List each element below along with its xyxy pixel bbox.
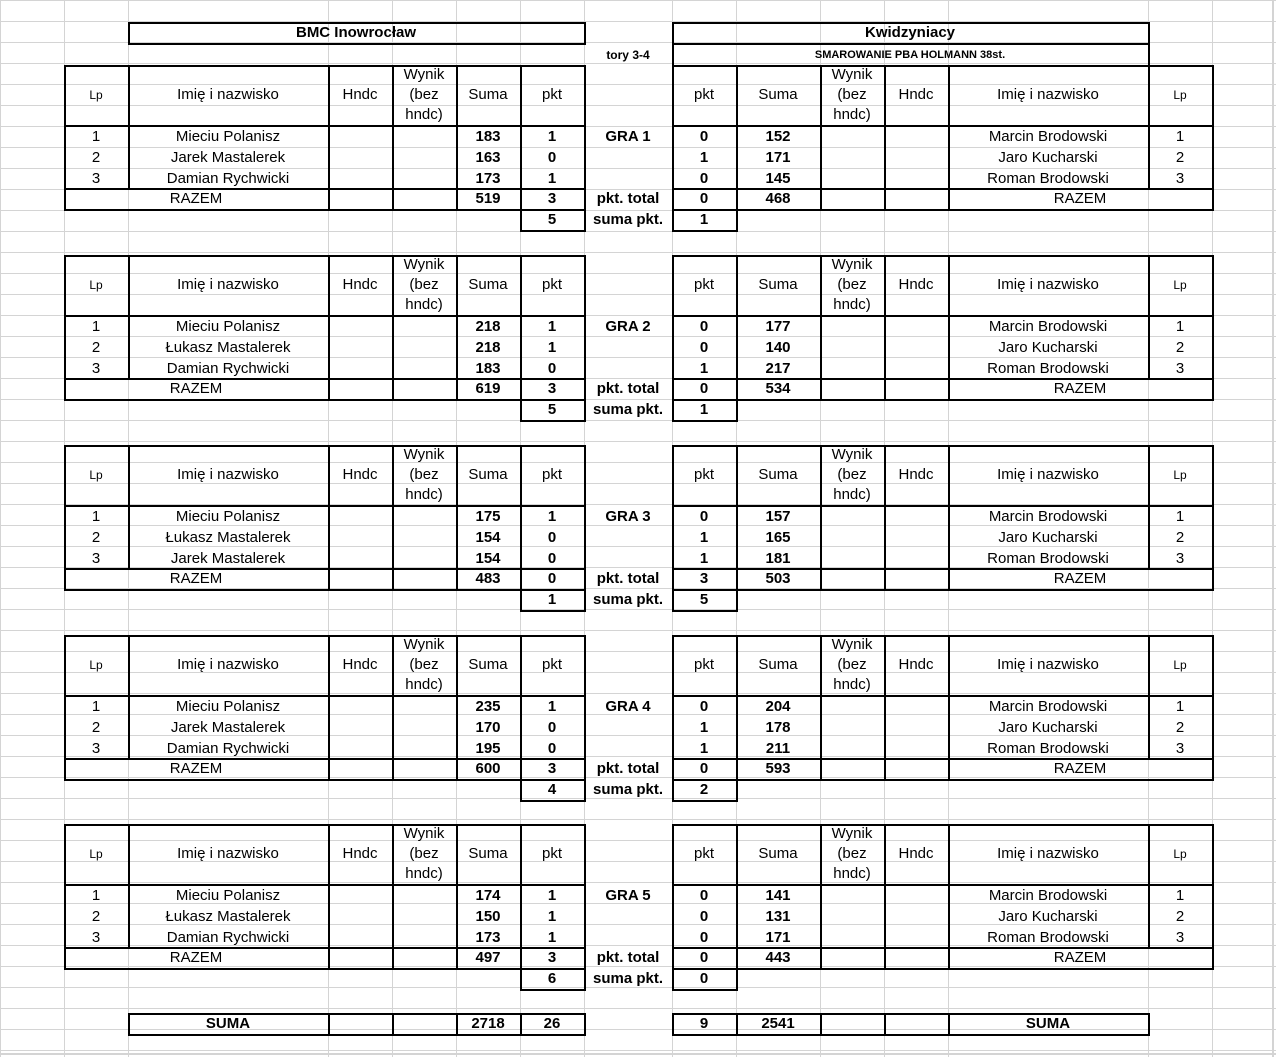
left-grand-total-points: 26 — [543, 1015, 561, 1032]
pkt-header: pkt — [541, 656, 562, 673]
lp-header: Lp — [89, 278, 103, 292]
team-total-score: 483 — [475, 570, 501, 587]
player-score: 204 — [765, 697, 791, 715]
gridline — [0, 441, 1276, 442]
suma-pkt-label: suma pkt. — [592, 781, 664, 798]
game-label: GRA 4 — [605, 697, 651, 715]
player-points: 1 — [547, 507, 557, 525]
player-points: 0 — [699, 697, 709, 715]
wynik-header: Wynik (bez hndc) — [831, 636, 873, 693]
player-score: 131 — [765, 907, 791, 925]
player-lp: 1 — [91, 317, 101, 335]
column-border — [820, 1013, 822, 1036]
column-border — [328, 378, 330, 401]
hndc-header: Hndc — [898, 86, 934, 103]
gridline — [0, 252, 1276, 253]
suma-header: Suma — [468, 86, 508, 103]
wynik-header: Wynik (bez hndc) — [403, 66, 445, 123]
player-lp: 1 — [91, 886, 101, 904]
player-name: Marcin Brodowski — [988, 507, 1108, 525]
player-points: 1 — [547, 127, 557, 145]
player-name: Jarek Mastalerek — [170, 549, 286, 567]
lp-header: Lp — [89, 88, 103, 102]
player-points: 1 — [699, 148, 709, 166]
suma-pkt-label: suma pkt. — [592, 970, 664, 987]
column-border — [884, 378, 886, 401]
player-score: 157 — [765, 507, 791, 525]
razem-label: RAZEM — [1053, 380, 1107, 397]
column-border — [884, 758, 886, 781]
gridline — [0, 420, 1276, 421]
player-score: 165 — [765, 528, 791, 546]
pkt-header: pkt — [541, 466, 562, 483]
hndc-header: Hndc — [898, 276, 934, 293]
team-total-points: 3 — [547, 380, 557, 397]
player-points: 1 — [699, 549, 709, 567]
column-border — [820, 568, 822, 591]
player-lp: 2 — [1175, 718, 1185, 736]
wynik-header: Wynik (bez hndc) — [831, 66, 873, 123]
team-total-score: 468 — [765, 190, 791, 207]
suma-header: Suma — [758, 656, 798, 673]
hndc-header: Hndc — [342, 86, 378, 103]
player-points: 1 — [547, 169, 557, 187]
player-score: 163 — [475, 148, 501, 166]
team-total-points: 3 — [547, 190, 557, 207]
gridline — [0, 1008, 1276, 1009]
player-lp: 3 — [1175, 169, 1185, 187]
gridline — [0, 0, 1276, 1]
player-points: 1 — [699, 528, 709, 546]
hndc-header: Hndc — [898, 656, 934, 673]
player-points: 0 — [547, 549, 557, 567]
player-points: 1 — [699, 739, 709, 757]
column-border — [820, 188, 822, 211]
player-score: 183 — [475, 359, 501, 377]
player-score: 141 — [765, 886, 791, 904]
player-score: 173 — [475, 928, 501, 946]
hndc-header: Hndc — [342, 276, 378, 293]
player-points: 1 — [547, 928, 557, 946]
pkt-header: pkt — [693, 656, 714, 673]
player-score: 235 — [475, 697, 501, 715]
player-score: 183 — [475, 127, 501, 145]
team-total-score: 503 — [765, 570, 791, 587]
player-score: 178 — [765, 718, 791, 736]
player-points: 0 — [547, 739, 557, 757]
player-name: Mieciu Polanisz — [175, 507, 281, 525]
player-points: 0 — [699, 907, 709, 925]
player-points: 0 — [547, 528, 557, 546]
player-lp: 2 — [91, 528, 101, 546]
team-total-points: 3 — [547, 949, 557, 966]
player-name: Jaro Kucharski — [998, 528, 1098, 546]
gridline — [0, 231, 1276, 232]
player-score: 140 — [765, 338, 791, 356]
name-header: Imię i nazwisko — [177, 656, 279, 673]
lp-header: Lp — [1173, 468, 1187, 482]
razem-label: RAZEM — [169, 949, 223, 966]
gridline — [1272, 0, 1274, 1057]
player-lp: 1 — [1175, 507, 1185, 525]
player-name: Roman Brodowski — [987, 739, 1109, 757]
wynik-header: Wynik (bez hndc) — [831, 446, 873, 503]
player-points: 0 — [699, 886, 709, 904]
column-border — [884, 188, 886, 211]
player-lp: 3 — [91, 739, 101, 757]
lp-header: Lp — [1173, 847, 1187, 861]
player-points: 0 — [699, 169, 709, 187]
left-suma-pkt-value: 5 — [547, 401, 557, 418]
column-border — [820, 947, 822, 970]
player-name: Roman Brodowski — [987, 169, 1109, 187]
player-lp: 1 — [1175, 127, 1185, 145]
player-lp: 1 — [1175, 886, 1185, 904]
pkt-header: pkt — [541, 276, 562, 293]
game-label: GRA 5 — [605, 886, 651, 904]
column-border — [820, 378, 822, 401]
gridline — [0, 630, 1276, 631]
team-total-points: 3 — [699, 570, 709, 587]
razem-label: RAZEM — [169, 760, 223, 777]
right-suma-pkt-value: 2 — [699, 781, 709, 798]
player-score: 154 — [475, 549, 501, 567]
gridline — [0, 819, 1276, 820]
player-lp: 2 — [1175, 148, 1185, 166]
gridline — [0, 0, 1, 1057]
team-total-score: 593 — [765, 760, 791, 777]
name-header: Imię i nazwisko — [997, 276, 1099, 293]
right-team-name: Kwidzyniacy — [864, 24, 956, 41]
column-border — [392, 188, 394, 211]
column-border — [328, 947, 330, 970]
column-border — [884, 947, 886, 970]
team-total-points: 0 — [699, 760, 709, 777]
lanes-label: tory 3-4 — [606, 48, 650, 62]
razem-label: RAZEM — [1053, 949, 1107, 966]
player-lp: 3 — [1175, 549, 1185, 567]
wynik-header: Wynik (bez hndc) — [831, 825, 873, 882]
player-score: 181 — [765, 549, 791, 567]
player-lp: 1 — [91, 697, 101, 715]
summary-label: SUMA — [205, 1015, 251, 1032]
name-header: Imię i nazwisko — [177, 86, 279, 103]
right-suma-pkt-value: 1 — [699, 401, 709, 418]
player-name: Marcin Brodowski — [988, 697, 1108, 715]
razem-label: RAZEM — [169, 190, 223, 207]
player-points: 0 — [547, 359, 557, 377]
player-score: 175 — [475, 507, 501, 525]
team-total-score: 600 — [475, 760, 501, 777]
name-header: Imię i nazwisko — [177, 466, 279, 483]
player-name: Roman Brodowski — [987, 928, 1109, 946]
player-score: 145 — [765, 169, 791, 187]
column-border — [328, 568, 330, 591]
pkt-total-label: pkt. total — [596, 380, 660, 397]
player-lp: 2 — [1175, 338, 1185, 356]
player-name: Mieciu Polanisz — [175, 317, 281, 335]
column-border — [392, 758, 394, 781]
suma-header: Suma — [468, 845, 508, 862]
player-score: 150 — [475, 907, 501, 925]
suma-header: Suma — [758, 86, 798, 103]
hndc-header: Hndc — [342, 656, 378, 673]
team-total-score: 519 — [475, 190, 501, 207]
name-header: Imię i nazwisko — [177, 276, 279, 293]
team-total-score: 443 — [765, 949, 791, 966]
player-lp: 2 — [1175, 907, 1185, 925]
game-label: GRA 3 — [605, 507, 651, 525]
suma-header: Suma — [758, 466, 798, 483]
player-points: 0 — [699, 928, 709, 946]
pkt-total-label: pkt. total — [596, 190, 660, 207]
left-suma-pkt-value: 6 — [547, 970, 557, 987]
lp-header: Lp — [1173, 278, 1187, 292]
player-name: Roman Brodowski — [987, 549, 1109, 567]
pkt-header: pkt — [693, 466, 714, 483]
player-name: Mieciu Polanisz — [175, 697, 281, 715]
team-total-score: 497 — [475, 949, 501, 966]
player-name: Marcin Brodowski — [988, 317, 1108, 335]
player-points: 0 — [699, 127, 709, 145]
hndc-header: Hndc — [342, 466, 378, 483]
team-total-points: 0 — [699, 949, 709, 966]
wynik-header: Wynik (bez hndc) — [403, 636, 445, 693]
player-name: Marcin Brodowski — [988, 127, 1108, 145]
player-name: Marcin Brodowski — [988, 886, 1108, 904]
player-name: Łukasz Mastalerek — [165, 338, 291, 356]
name-header: Imię i nazwisko — [997, 86, 1099, 103]
player-score: 170 — [475, 718, 501, 736]
column-border — [328, 188, 330, 211]
player-name: Jarek Mastalerek — [170, 718, 286, 736]
suma-header: Suma — [468, 656, 508, 673]
player-points: 0 — [699, 338, 709, 356]
column-border — [328, 1013, 330, 1036]
wynik-header: Wynik (bez hndc) — [403, 256, 445, 313]
player-name: Roman Brodowski — [987, 359, 1109, 377]
left-suma-pkt-value: 4 — [547, 781, 557, 798]
suma-header: Suma — [468, 276, 508, 293]
player-score: 218 — [475, 338, 501, 356]
pkt-header: pkt — [541, 86, 562, 103]
player-name: Mieciu Polanisz — [175, 127, 281, 145]
pkt-header: pkt — [541, 845, 562, 862]
suma-header: Suma — [758, 276, 798, 293]
razem-label: RAZEM — [1053, 760, 1107, 777]
column-border — [820, 758, 822, 781]
pkt-header: pkt — [693, 845, 714, 862]
player-points: 1 — [699, 359, 709, 377]
lp-header: Lp — [89, 468, 103, 482]
player-lp: 3 — [1175, 739, 1185, 757]
player-lp: 2 — [91, 338, 101, 356]
player-lp: 2 — [91, 718, 101, 736]
suma-pkt-label: suma pkt. — [592, 211, 664, 228]
player-name: Damian Rychwicki — [166, 739, 290, 757]
left-team-name: BMC Inowrocław — [295, 24, 416, 41]
player-lp: 3 — [1175, 359, 1185, 377]
left-suma-pkt-value: 5 — [547, 211, 557, 228]
column-border — [392, 947, 394, 970]
lp-header: Lp — [89, 847, 103, 861]
right-suma-pkt-value: 1 — [699, 211, 709, 228]
player-score: 173 — [475, 169, 501, 187]
player-name: Łukasz Mastalerek — [165, 528, 291, 546]
lp-header: Lp — [1173, 658, 1187, 672]
player-lp: 2 — [91, 148, 101, 166]
player-name: Damian Rychwicki — [166, 359, 290, 377]
team-total-points: 0 — [699, 380, 709, 397]
column-border — [884, 1013, 886, 1036]
suma-pkt-label: suma pkt. — [592, 401, 664, 418]
player-name: Łukasz Mastalerek — [165, 907, 291, 925]
left-grand-total-score: 2718 — [471, 1015, 505, 1032]
hndc-header: Hndc — [898, 845, 934, 862]
gridline — [0, 1050, 1276, 1051]
summary-label: SUMA — [1025, 1015, 1071, 1032]
player-lp: 3 — [91, 549, 101, 567]
player-points: 1 — [699, 718, 709, 736]
player-name: Damian Rychwicki — [166, 169, 290, 187]
wynik-header: Wynik (bez hndc) — [831, 256, 873, 313]
player-lp: 1 — [1175, 317, 1185, 335]
wynik-header: Wynik (bez hndc) — [403, 825, 445, 882]
pkt-header: pkt — [693, 86, 714, 103]
column-border — [392, 1013, 394, 1036]
player-name: Damian Rychwicki — [166, 928, 290, 946]
team-total-score: 619 — [475, 380, 501, 397]
razem-label: RAZEM — [169, 570, 223, 587]
suma-header: Suma — [468, 466, 508, 483]
player-points: 1 — [547, 338, 557, 356]
right-suma-pkt-value: 0 — [699, 970, 709, 987]
right-grand-total-points: 9 — [699, 1015, 709, 1032]
player-name: Jaro Kucharski — [998, 148, 1098, 166]
wynik-header: Wynik (bez hndc) — [403, 446, 445, 503]
game-label: GRA 2 — [605, 317, 651, 335]
team-total-points: 0 — [699, 190, 709, 207]
player-points: 0 — [547, 718, 557, 736]
razem-label: RAZEM — [1053, 190, 1107, 207]
player-lp: 1 — [91, 507, 101, 525]
player-points: 1 — [547, 907, 557, 925]
player-name: Jaro Kucharski — [998, 338, 1098, 356]
column-border — [392, 568, 394, 591]
name-header: Imię i nazwisko — [177, 845, 279, 862]
gridline — [0, 1053, 1276, 1055]
column-border — [884, 568, 886, 591]
pkt-header: pkt — [693, 276, 714, 293]
player-score: 177 — [765, 317, 791, 335]
player-name: Mieciu Polanisz — [175, 886, 281, 904]
player-score: 217 — [765, 359, 791, 377]
name-header: Imię i nazwisko — [997, 466, 1099, 483]
player-lp: 1 — [91, 127, 101, 145]
game-label: GRA 1 — [605, 127, 651, 145]
player-points: 0 — [699, 507, 709, 525]
razem-label: RAZEM — [1053, 570, 1107, 587]
player-score: 152 — [765, 127, 791, 145]
player-score: 218 — [475, 317, 501, 335]
player-lp: 3 — [91, 169, 101, 187]
player-name: Jaro Kucharski — [998, 718, 1098, 736]
player-score: 211 — [765, 739, 791, 757]
lp-header: Lp — [1173, 88, 1187, 102]
player-score: 171 — [765, 928, 791, 946]
player-score: 174 — [475, 886, 501, 904]
player-score: 195 — [475, 739, 501, 757]
player-lp: 3 — [1175, 928, 1185, 946]
pkt-total-label: pkt. total — [596, 760, 660, 777]
lp-header: Lp — [89, 658, 103, 672]
hndc-header: Hndc — [342, 845, 378, 862]
right-grand-total-score: 2541 — [761, 1015, 795, 1032]
player-name: Jarek Mastalerek — [170, 148, 286, 166]
player-lp: 3 — [91, 359, 101, 377]
player-lp: 3 — [91, 928, 101, 946]
suma-header: Suma — [758, 845, 798, 862]
player-points: 1 — [547, 697, 557, 715]
suma-pkt-label: suma pkt. — [592, 591, 664, 608]
hndc-header: Hndc — [898, 466, 934, 483]
player-points: 0 — [547, 148, 557, 166]
player-name: Jaro Kucharski — [998, 907, 1098, 925]
oil-pattern-label: SMAROWANIE PBA HOLMANN 38st. — [814, 49, 1006, 61]
player-points: 0 — [699, 317, 709, 335]
player-lp: 1 — [1175, 697, 1185, 715]
razem-label: RAZEM — [169, 380, 223, 397]
column-border — [328, 758, 330, 781]
pkt-total-label: pkt. total — [596, 949, 660, 966]
team-total-points: 0 — [547, 570, 557, 587]
column-border — [392, 378, 394, 401]
pkt-total-label: pkt. total — [596, 570, 660, 587]
name-header: Imię i nazwisko — [997, 656, 1099, 673]
team-total-points: 3 — [547, 760, 557, 777]
name-header: Imię i nazwisko — [997, 845, 1099, 862]
player-lp: 2 — [91, 907, 101, 925]
left-suma-pkt-value: 1 — [547, 591, 557, 608]
player-points: 1 — [547, 317, 557, 335]
player-score: 171 — [765, 148, 791, 166]
team-total-score: 534 — [765, 380, 791, 397]
player-points: 1 — [547, 886, 557, 904]
player-lp: 2 — [1175, 528, 1185, 546]
player-score: 154 — [475, 528, 501, 546]
right-suma-pkt-value: 5 — [699, 591, 709, 608]
